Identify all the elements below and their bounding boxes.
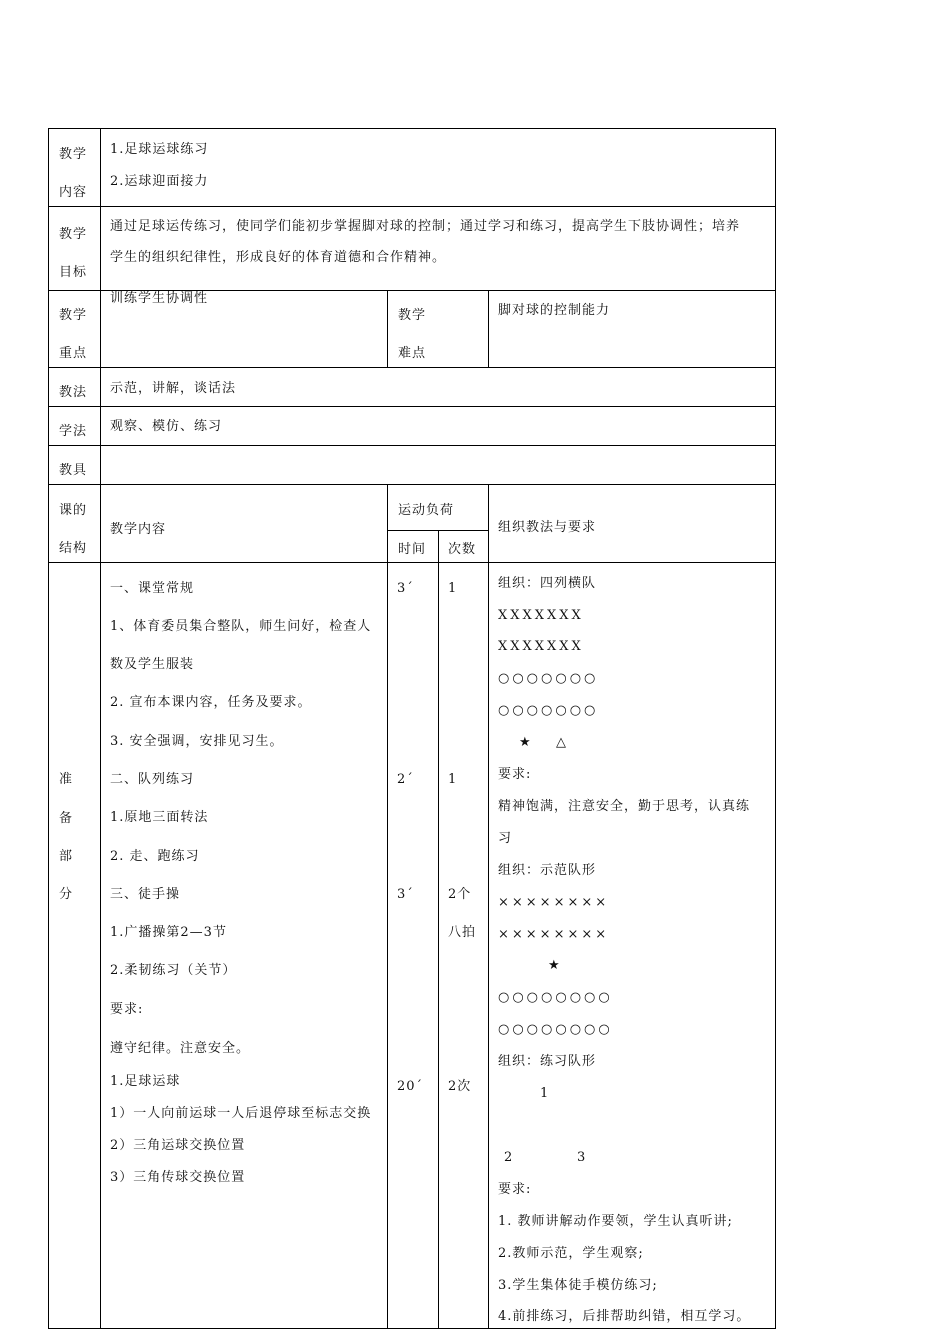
method-label: 教法 [59,385,88,400]
column-divider [488,484,489,1329]
column-divider [387,290,388,367]
table-border [775,128,776,1329]
content-item: 1.足球运球 [110,1074,181,1089]
formation-row: ×××××××× [498,895,610,910]
difficulty-text: 脚对球的控制能力 [498,303,611,318]
formation-row: ○○○○○○○ [498,703,599,718]
content-item: 要求: [110,1002,144,1017]
difficulty-label: 教学 [398,308,427,323]
content-item: 2.柔韧练习（关节） [110,963,237,978]
time-value: 3´ [397,581,414,596]
org-item: 2.教师示范，学生观察; [498,1246,644,1261]
formation-row: ○○○○○○○○ [498,990,613,1005]
row-divider [48,367,776,368]
part-label: 准 [59,772,74,787]
goal-label: 目标 [59,265,88,280]
key-label: 重点 [59,346,88,361]
structure-label: 结构 [59,541,88,556]
row-divider [48,206,776,207]
content-item: 遵守纪律。注意安全。 [110,1041,251,1056]
content-item: 一、课堂常规 [110,581,195,596]
column-divider [488,290,489,367]
column-divider [387,484,388,1329]
content-item: 三、徒手操 [110,887,181,902]
org-item: 要求: [498,767,532,782]
column-divider [100,128,101,1329]
formation-row: XXXXXXX [498,608,584,623]
position-marker: 2 [504,1150,514,1165]
key-label: 教学 [59,308,88,323]
org-item: 组织：示范队形 [498,863,597,878]
org-item: 组织：四列横队 [498,576,597,591]
row-divider [48,484,776,485]
row-divider [48,406,776,407]
study-label: 学法 [59,424,88,439]
content-line: 1.足球运球练习 [110,142,209,157]
time-header: 时间 [398,542,427,557]
formation-row: XXXXXXX [498,639,584,654]
teacher-star-icon: ★ [519,735,532,750]
formation-row: ×××××××× [498,927,610,942]
time-value: 3´ [397,887,414,902]
difficulty-label: 难点 [398,346,427,361]
column-divider [438,530,439,1329]
goal-line: 通过足球运传练习，使同学们能初步掌握脚对球的控制；通过学习和练习，提高学生下肢协调性；培养 [110,219,741,234]
org-item: 3.学生集体徒手模仿练习; [498,1278,658,1293]
org-item: 4.前排练习，后排帮助纠错，相互学习。 [498,1309,751,1324]
org-item: 组织：练习队形 [498,1054,597,1069]
study-text: 观察、模仿、练习 [110,419,223,434]
part-label: 部 [59,849,74,864]
org-item: 要求: [498,1182,532,1197]
content-label: 内容 [59,185,88,200]
method-text: 示范，讲解，谈话法 [110,381,237,396]
part-label: 分 [59,887,74,902]
row-divider [48,562,776,563]
content-item: 1.原地三面转法 [110,810,209,825]
content-item: 3）三角传球交换位置 [110,1170,246,1185]
tools-label: 教具 [59,463,88,478]
position-marker: 3 [577,1150,587,1165]
content-item: 二、队列练习 [110,772,195,787]
key-text: 训练学生协调性 [110,291,209,306]
org-header: 组织教法与要求 [498,520,597,535]
count-header: 次数 [448,542,477,557]
content-item: 1）一人向前运球一人后退停球至标志交换 [110,1106,372,1121]
content-header: 教学内容 [110,522,167,537]
part-label: 备 [59,811,74,826]
table-border [48,1328,776,1329]
triangle-marker-icon: △ [556,735,567,750]
row-divider [48,445,776,446]
content-item: 2. 走、跑练习 [110,849,200,864]
load-header: 运动负荷 [398,503,455,518]
content-label: 教学 [59,147,88,162]
content-item: 1.广播操第2—3节 [110,925,227,940]
content-line: 2.运球迎面接力 [110,174,209,189]
position-marker: 1 [540,1086,550,1101]
table-border [48,128,49,1329]
time-value: 2´ [397,772,414,787]
goal-label: 教学 [59,227,88,242]
count-value: 1 [448,772,458,787]
content-item: 2）三角运球交换位置 [110,1138,246,1153]
formation-row: ○○○○○○○ [498,671,599,686]
structure-label: 课的 [59,503,88,518]
org-item: 1. 教师讲解动作要领，学生认真听讲; [498,1214,733,1229]
content-item: 3. 安全强调，安排见习生。 [110,734,284,749]
count-value: 1 [448,581,458,596]
org-item: 习 [498,831,513,846]
content-item: 1、体育委员集合整队，师生问好，检查人 [110,619,372,634]
count-value: 八拍 [448,925,477,940]
time-value: 20´ [397,1079,424,1094]
goal-line: 学生的组织纪律性，形成良好的体育道德和合作精神。 [110,250,447,265]
content-item: 2. 宣布本课内容，任务及要求。 [110,695,312,710]
teacher-star-icon: ★ [548,958,561,973]
count-value: 2个 [448,887,472,902]
table-border [48,128,776,129]
formation-row: ○○○○○○○○ [498,1022,613,1037]
count-value: 2次 [448,1079,472,1094]
content-item: 数及学生服装 [110,657,195,672]
org-item: 精神饱满，注意安全，勤于思考，认真练 [498,799,751,814]
